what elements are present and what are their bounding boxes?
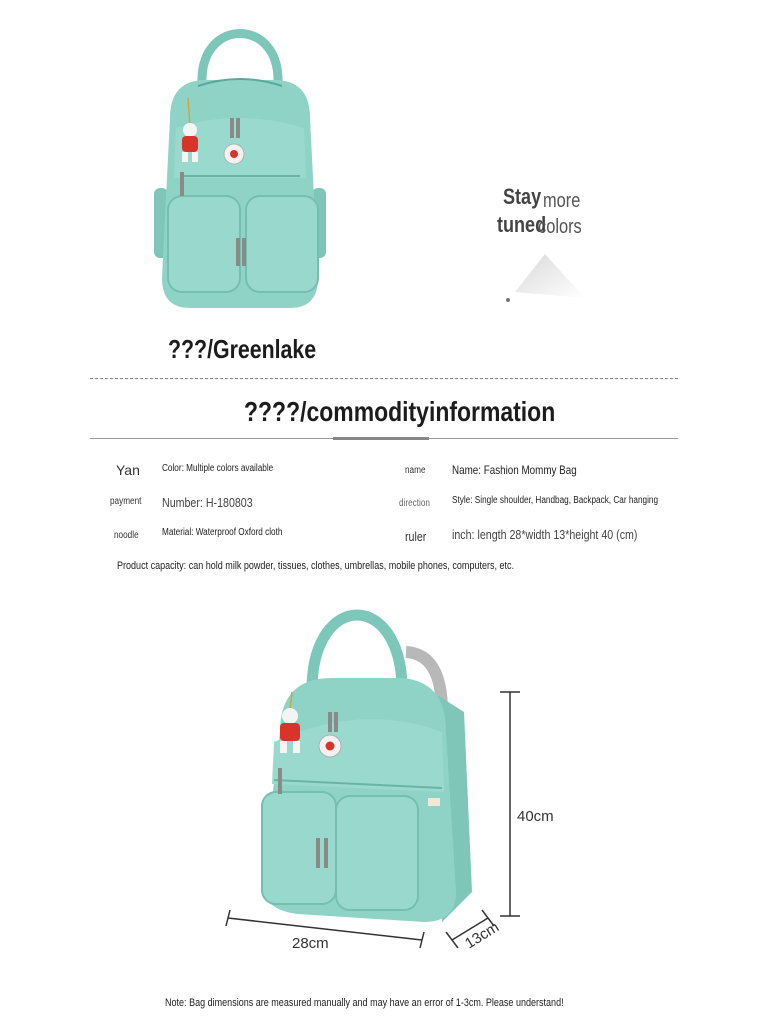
info-label-yan: Yan [116,462,140,478]
color-name-label: ???/Greenlake [168,334,317,364]
promo-tuned-text: tuned [497,212,547,237]
info-value-style: Style: Single shoulder, Handbag, Backpack, Car hanging [452,495,659,506]
info-value-material: Material: Waterproof Oxford cloth [162,527,283,538]
info-label-noodle: noodle [114,530,139,541]
promo-stay-text: Stay [503,184,542,209]
info-label-name: name [405,465,426,476]
dimension-height-label: 40cm [517,808,554,825]
promo-colors-text: colors [538,216,582,238]
info-label-direction: direction [399,498,431,509]
measurement-note: Note: Bag dimensions are measured manually and may have an error of 1-3cm. Please understand! [165,997,564,1009]
info-value-color: Color: Multiple colors available [162,463,274,474]
info-value-name: Name: Fashion Mommy Bag [452,463,577,477]
dimension-width-label: 28cm [292,935,329,952]
info-label-ruler: ruler [405,529,427,544]
section-title: ????/commodityinformation [244,396,556,427]
info-value-number: Number: H-180803 [162,495,253,510]
product-capacity-text: Product capacity: can hold milk powder, tissues, clothes, umbrellas, mobile phones, computers, etc. [117,560,515,572]
info-value-size: inch: length 28*width 13*height 40 (cm) [452,527,638,542]
info-label-payment: payment [110,496,142,507]
dimension-depth-label: 13cm [462,918,503,953]
promo-more-text: more [543,190,581,212]
